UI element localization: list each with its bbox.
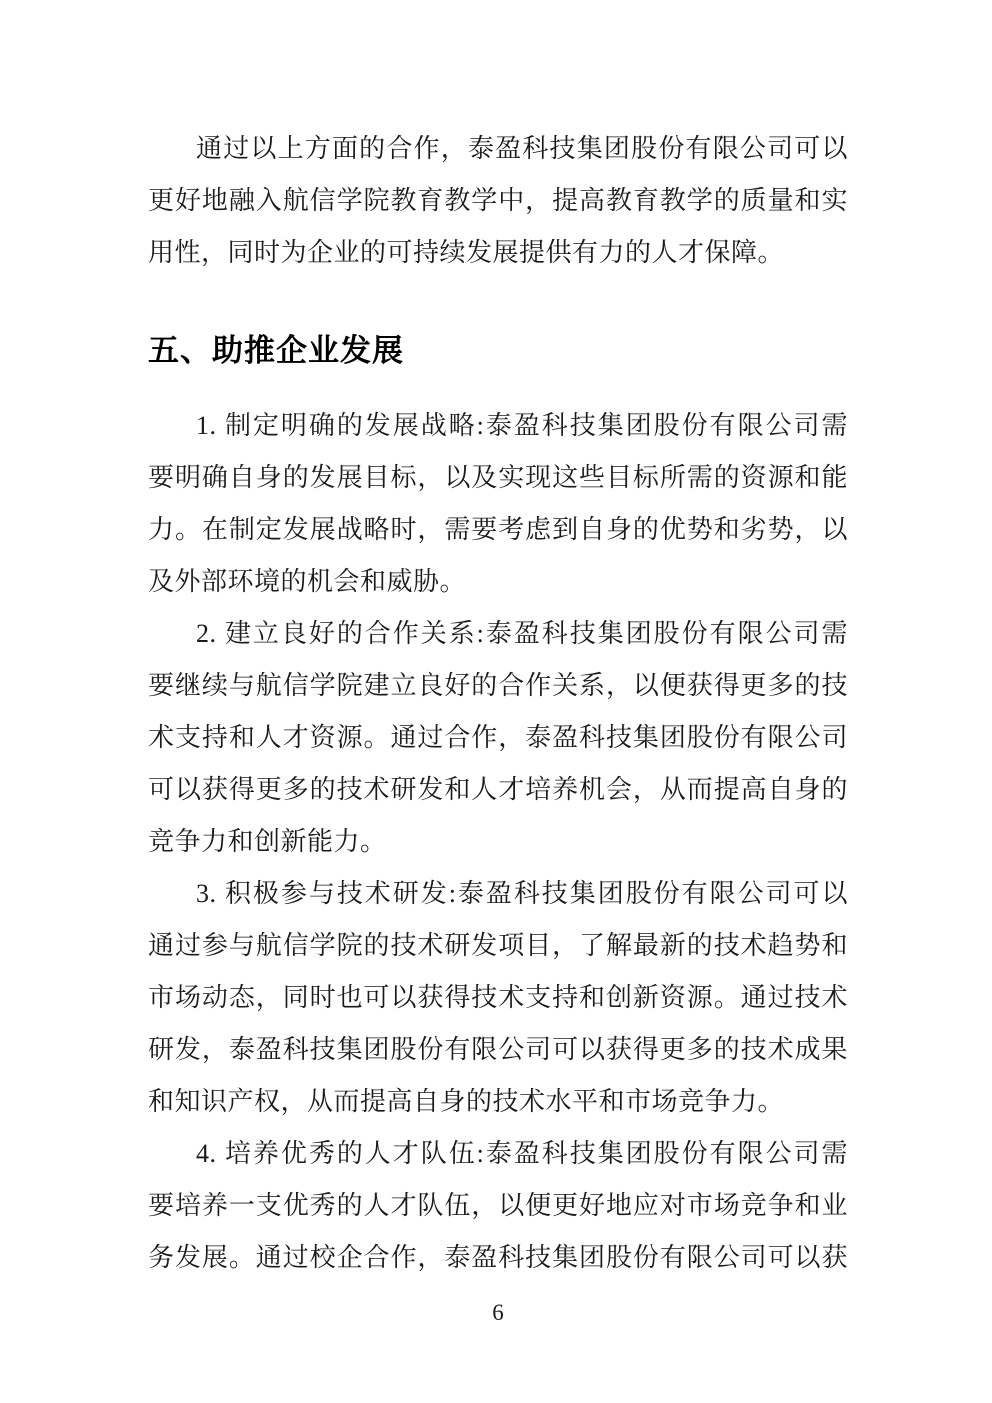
text-line: 竞争力和创新能力。 [148,827,387,856]
text-line: 要继续与航信学院建立良好的合作关系，以便获得更多的技 [148,671,848,700]
text-line: 3. 积极参与技术研发:泰盈科技集团股份有限公司可以 [196,879,848,908]
text-line: 用性，同时为企业的可持续发展提供有力的人才保障。 [148,238,785,267]
text-line: 更好地融入航信学院教育教学中，提高教育教学的质量和实 [148,186,848,215]
text-line: 和知识产权，从而提高自身的技术水平和市场竞争力。 [148,1087,785,1116]
text-line: 要明确自身的发展目标，以及实现这些目标所需的资源和能 [148,463,848,492]
list-item-3 [148,868,848,1128]
paragraph-intro [148,123,848,279]
list-item-1 [148,400,848,608]
text-line: 术支持和人才资源。通过合作，泰盈科技集团股份有限公司 [148,723,848,752]
text-line: 4. 培养优秀的人才队伍:泰盈科技集团股份有限公司需 [196,1139,848,1168]
page-number: 6 [492,1300,504,1325]
text-line: 力。在制定发展战略时，需要考虑到自身的优势和劣势，以 [148,515,848,544]
text-line: 务发展。通过校企合作，泰盈科技集团股份有限公司可以获 [148,1243,848,1272]
document-content [148,123,848,1328]
text-line: 市场动态，同时也可以获得技术支持和创新资源。通过技术 [148,983,848,1012]
text-line: 通过参与航信学院的技术研发项目，了解最新的技术趋势和 [148,931,848,960]
text-line: 通过以上方面的合作，泰盈科技集团股份有限公司可以 [196,134,848,163]
text-line: 1. 制定明确的发展战略:泰盈科技集团股份有限公司需 [196,411,848,440]
text-line: 要培养一支优秀的人才队伍，以便更好地应对市场竞争和业 [148,1191,848,1220]
text-line: 及外部环境的机会和威胁。 [148,567,467,596]
list-item-4 [148,1128,848,1284]
section-heading: 五、助推企业发展 [148,333,404,368]
list-item-2 [148,608,848,868]
text-line: 可以获得更多的技术研发和人才培养机会，从而提高自身的 [148,775,848,804]
text-line: 研发，泰盈科技集团股份有限公司可以获得更多的技术成果 [148,1035,848,1064]
text-line: 2. 建立良好的合作关系:泰盈科技集团股份有限公司需 [196,619,848,648]
